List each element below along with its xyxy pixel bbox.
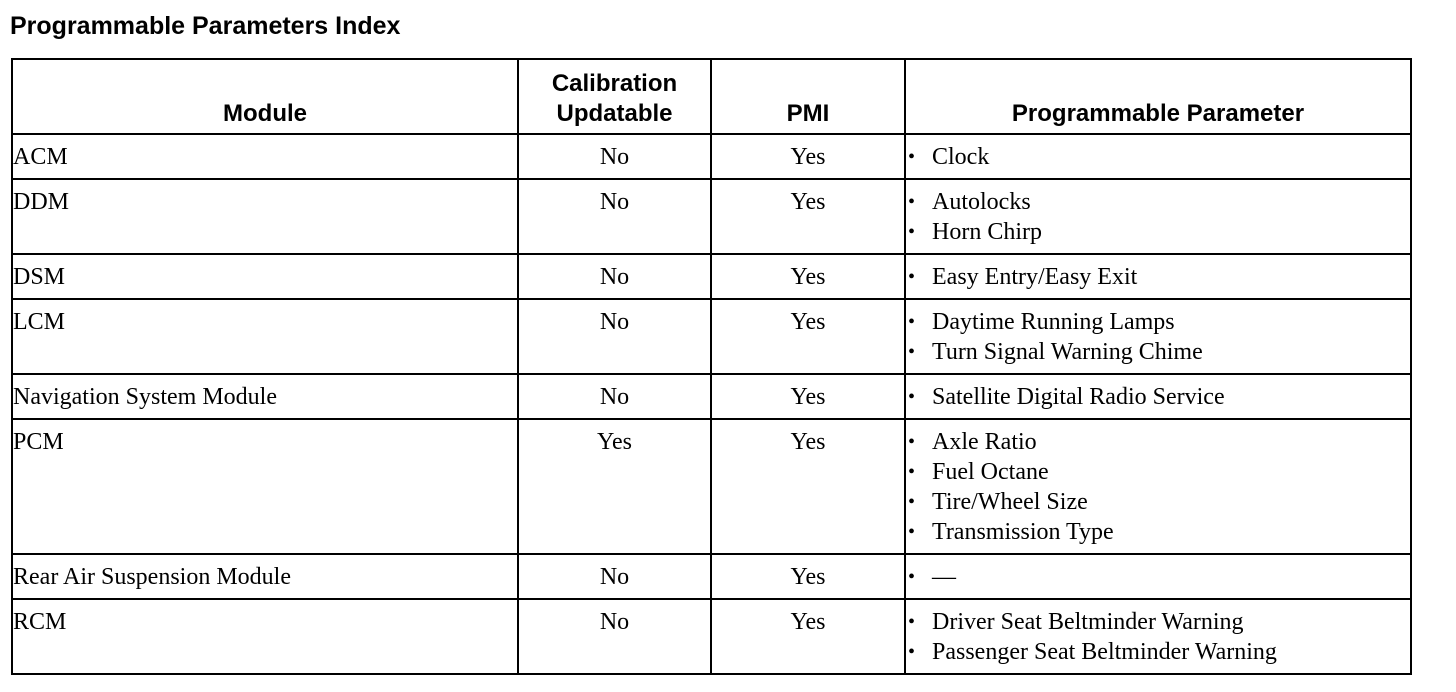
pmi-cell: Yes — [711, 554, 905, 599]
parameter-list-item — [906, 487, 1410, 517]
parameter-text: Clock — [932, 144, 990, 170]
bullet-icon: • — [908, 191, 916, 213]
module-cell: Navigation System Module — [12, 374, 518, 419]
parameter-text: Tire/Wheel Size — [932, 489, 1088, 515]
calibration-updatable-cell: No — [518, 374, 711, 419]
calibration-updatable-cell: No — [518, 179, 711, 254]
parameter-list — [906, 382, 1410, 412]
bullet-icon: • — [908, 386, 916, 408]
table-row — [12, 299, 1411, 374]
calibration-header-line-1: Calibration — [551, 70, 678, 97]
module-cell: Rear Air Suspension Module — [12, 554, 518, 599]
module-cell: ACM — [12, 134, 518, 179]
programmable-parameter-cell — [905, 554, 1411, 599]
programmable-parameter-cell — [905, 374, 1411, 419]
parameter-text: Turn Signal Warning Chime — [932, 339, 1203, 365]
parameter-list-item — [906, 262, 1410, 292]
parameter-list-item — [906, 637, 1410, 667]
bullet-icon: • — [908, 311, 916, 333]
table-row — [12, 599, 1411, 674]
bullet-icon: • — [908, 221, 916, 243]
parameter-list-item — [906, 337, 1410, 367]
bullet-icon: • — [908, 341, 916, 363]
calibration-header-line-2: Updatable — [556, 100, 673, 127]
parameter-list — [906, 562, 1410, 592]
programmable-parameter-cell — [905, 599, 1411, 674]
calibration-updatable-cell: No — [518, 599, 711, 674]
parameter-list-item — [906, 142, 1410, 172]
calibration-updatable-cell: No — [518, 254, 711, 299]
bullet-icon: • — [908, 566, 916, 588]
pmi-cell: Yes — [711, 599, 905, 674]
programmable-parameter-cell — [905, 419, 1411, 554]
parameter-text: Daytime Running Lamps — [932, 309, 1175, 335]
programmable-parameter-cell — [905, 134, 1411, 179]
table-row — [12, 419, 1411, 554]
pmi-cell: Yes — [711, 374, 905, 419]
parameter-list-item — [906, 562, 1410, 592]
column-header-module: Module — [12, 59, 518, 134]
parameter-list-item — [906, 607, 1410, 637]
module-cell: LCM — [12, 299, 518, 374]
bullet-icon: • — [908, 641, 916, 663]
parameter-list-item — [906, 517, 1410, 547]
pmi-cell: Yes — [711, 254, 905, 299]
pmi-cell: Yes — [711, 134, 905, 179]
bullet-icon: • — [908, 431, 916, 453]
parameter-list-item — [906, 382, 1410, 412]
pmi-cell: Yes — [711, 299, 905, 374]
module-cell: RCM — [12, 599, 518, 674]
bullet-icon: • — [908, 266, 916, 288]
column-header-pmi: PMI — [711, 59, 905, 134]
calibration-updatable-cell: Yes — [518, 419, 711, 554]
parameter-list-item — [906, 217, 1410, 247]
pmi-cell: Yes — [711, 179, 905, 254]
parameter-list — [906, 142, 1410, 172]
parameter-list — [906, 262, 1410, 292]
parameter-list-item — [906, 187, 1410, 217]
bullet-icon: • — [908, 146, 916, 168]
parameter-list — [906, 307, 1410, 367]
page-title: Programmable Parameters Index — [10, 12, 401, 40]
table-row — [12, 179, 1411, 254]
table-body — [12, 134, 1411, 674]
table-header — [12, 59, 1411, 134]
module-cell: DSM — [12, 254, 518, 299]
table-row — [12, 554, 1411, 599]
parameter-text: Easy Entry/Easy Exit — [932, 264, 1138, 290]
calibration-updatable-cell: No — [518, 554, 711, 599]
table-row — [12, 254, 1411, 299]
parameter-text: Fuel Octane — [932, 459, 1049, 485]
parameter-text: Satellite Digital Radio Service — [932, 384, 1225, 410]
parameter-text: Transmission Type — [932, 519, 1114, 545]
bullet-icon: • — [908, 611, 916, 633]
table-row — [12, 374, 1411, 419]
calibration-updatable-cell: No — [518, 134, 711, 179]
parameter-list — [906, 607, 1410, 667]
header-row — [12, 59, 1411, 134]
column-header-calibration-updatable — [518, 59, 711, 134]
parameter-text: Driver Seat Beltminder Warning — [932, 609, 1244, 635]
programmable-parameter-cell — [905, 299, 1411, 374]
parameter-text: Axle Ratio — [932, 429, 1037, 455]
table-row — [12, 134, 1411, 179]
calibration-updatable-cell: No — [518, 299, 711, 374]
bullet-icon: • — [908, 521, 916, 543]
module-cell: DDM — [12, 179, 518, 254]
parameter-text: Passenger Seat Beltminder Warning — [932, 639, 1277, 665]
module-cell: PCM — [12, 419, 518, 554]
parameter-list-item — [906, 307, 1410, 337]
parameters-table — [11, 58, 1412, 675]
parameter-text: Horn Chirp — [932, 219, 1042, 245]
parameter-list — [906, 427, 1410, 547]
parameter-text: Autolocks — [932, 189, 1031, 215]
parameter-list — [906, 187, 1410, 247]
column-header-programmable-parameter: Programmable Parameter — [905, 59, 1411, 134]
programmable-parameter-cell — [905, 179, 1411, 254]
parameter-text: — — [932, 564, 956, 590]
bullet-icon: • — [908, 491, 916, 513]
pmi-cell: Yes — [711, 419, 905, 554]
parameter-list-item — [906, 457, 1410, 487]
programmable-parameter-cell — [905, 254, 1411, 299]
parameter-list-item — [906, 427, 1410, 457]
bullet-icon: • — [908, 461, 916, 483]
